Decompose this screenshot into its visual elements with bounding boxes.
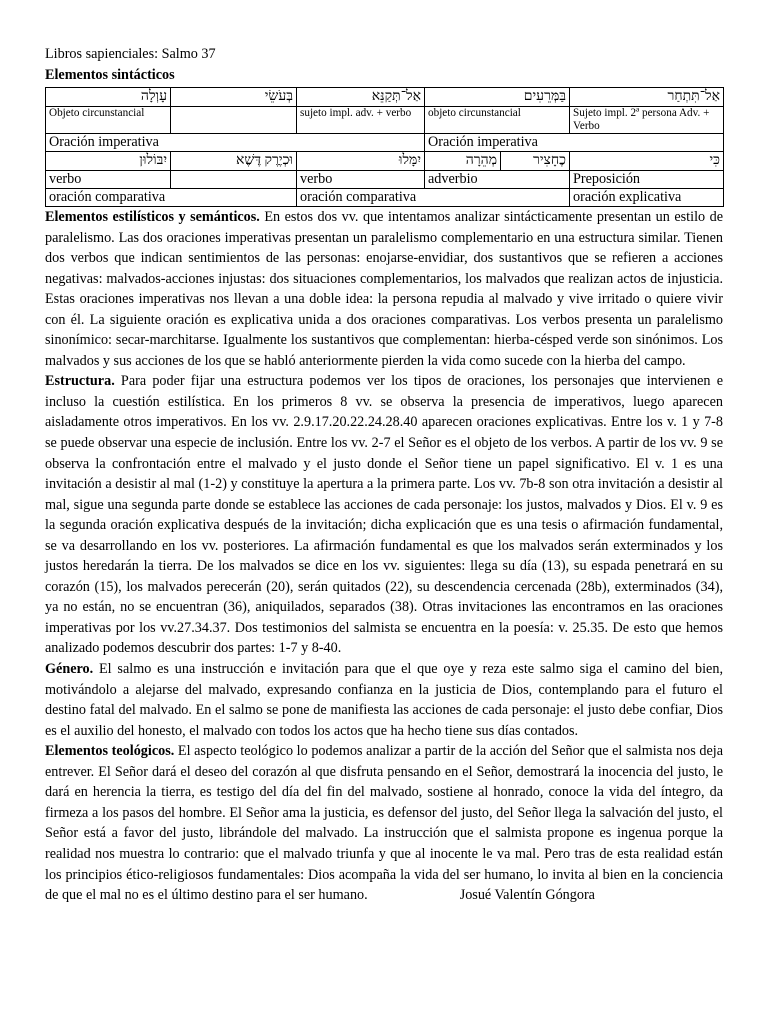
hebrew-cell: יִמָּלוּ — [297, 152, 425, 171]
hebrew-cell: וּכְיֶרֶק דֶּשֶׁא — [171, 152, 297, 171]
table-cell: verbo — [297, 171, 425, 189]
syntax-table — [45, 87, 724, 207]
hebrew-cell: בַּמְּרֵעִים — [425, 88, 570, 107]
hebrew-cell: כִּי — [570, 152, 724, 171]
heading-structure: Estructura. — [45, 373, 115, 390]
author-signature: Josué Valentín Góngora — [459, 887, 595, 904]
table-cell: oración comparativa — [46, 189, 297, 207]
text-genre: El salmo es una instrucción e invitación para que el que oye y reza este salmo siga el camino del bien, motivándolo a alejarse del malvado, expresando confianza en la justicia de Dios, contemplando para el futuro el destino fatal del malvado. En el salmo se pone de manifiesta las acciones de cada personaje: el justo debe confiar, Dios es el auxilio del honesto, el malvado con todos los actos que ha hecho tiene sus días contados. — [45, 661, 723, 739]
table-cell: oración explicativa — [570, 189, 724, 207]
text-stylistic: En estos dos vv. que intentamos analizar sintácticamente presentan un estilo de paralelismo. Las dos oraciones imperativas presentan un paralelismo complementario en una estructura similar. Tienen dos verbos que indican sentimientos de las personas: enojarse-envidiar, dos sustantivos que se refieren a acciones negativas: malvados-acciones injustas: dos situaciones complementarios, los malvados que realizan actos de injusticia. Estas oraciones imperativas nos llevan a una doble idea: la persona repudia al malvado y vive irritado o quiere vivir con él. La siguiente oración es explicativa unida a dos oraciones comparativas. Los verbos presenta un paralelismo sinonímico: secar-marchitarse. Igualmente los sustantivos que complementan: hierba-césped verde son sinónimos. Los malvados y sus acciones de los que se habló anteriormente pierden la vida como sucede con la hierba del campo. — [45, 209, 723, 369]
section-title-syntax: Elementos sintácticos — [45, 67, 175, 83]
paragraph-genre — [45, 659, 723, 741]
table-row — [46, 189, 724, 207]
table-cell — [171, 171, 297, 189]
paragraph-theological — [45, 741, 723, 905]
table-row — [46, 134, 724, 152]
hebrew-cell: מְהֵרָה — [425, 152, 501, 171]
table-row — [46, 171, 724, 189]
hebrew-cell: כֶחָצִיר — [501, 152, 570, 171]
table-cell: Objeto circunstancial — [46, 107, 171, 134]
hebrew-cell: בְּעֹשֵׂי — [171, 88, 297, 107]
text-structure: Para poder fijar una estructura podemos ver los tipos de oraciones, los personajes que intervienen e incluso la cuestión estilística. En los primeros 8 vv. se observa la presencia de imperativos, luego aparecen aisladamente otros imperativos. En los vv. 2.9.17.20.22.24.28.40 aparecen oraciones explicativas. Entre los v. 1 y 7-8 se puede observar una especie de inclusión. Entre los vv. 2-7 el Señor es el objeto de los verbos. A partir de los vv. 9 se observa la confrontación entre el malvado y el justo donde el Señor tiene un papel significativo. El v. 1 es una invitación a desistir al mal (1-2) y constituye la apertura a la primera parte. Los vv. 7b-8 son otra invitación a desistir al mal, sigue una segunda parte donde se establece las acciones de cada personaje: los justos, malvados y Dios. El v. 9 es la segunda oración explicativa después de la invitación; dicha explicación que es una tesis o afirmación fundamental, se va desarrollando en los vv. posteriores. La afirmación fundamental es que los malvados serán exterminados y los justos heredarán la tierra. De los malvados se dice en los vv. siguientes: llega su día (13), su espada penetrará en su corazón (15), los malvados perecerán (20), serán quitados (22), su descendencia cercenada (28b), exterminados (34), ya no están, no se encuentran (36), aniquilados, separados (38). Otras invitaciones las encontramos en las oraciones imperativas por los vv.27.34.37. Dos testimonios del salmista se encuentra en la poesía: v. 25.35. De esto que hemos analizado podemos descubrir dos partes: 1-7 y 8-40. — [45, 373, 723, 657]
table-cell: sujeto impl. adv. + verbo — [297, 107, 425, 134]
document-page — [45, 44, 723, 906]
table-row — [46, 107, 724, 134]
hebrew-cell: אַל־תִּתְחַר — [570, 88, 724, 107]
heading-genre: Género. — [45, 661, 94, 678]
body-text — [45, 207, 723, 906]
text-theological: El aspecto teológico lo podemos analizar a partir de la acción del Señor que el salmista nos deja entrever. El Señor dará el deseo del corazón al que disfruta pensando en el Señor, demostrará la inocencia del justo, le dará en herencia la tierra, es testigo del día del fin del malvado, sostiene al honrado, conoce la vida del íntegro, da firmeza a los pasos del hombre. El Señor ama la justicia, es defensor del justo, del Señor llega la salvación del justo, el Señor está a favor del justo, librándole del malvado. La instrucción que el salmista propone es ingenua porque la realidad nos muestra lo contrario: que el malvado triunfa y que al inocente le va mal. Pero tras de esta realidad están los principios ético-religiosos fundamentales: Dios acompaña la vida del ser humano, lo invita al bien en la conciencia de que el mal no es el último destino para el ser humano. — [45, 743, 723, 904]
table-cell — [171, 107, 297, 134]
table-cell: objeto circunstancial — [425, 107, 570, 134]
table-cell: oración comparativa — [297, 189, 570, 207]
paragraph-structure — [45, 371, 723, 659]
table-cell: Sujeto impl. 2ª persona Adv. + Verbo — [570, 107, 724, 134]
document-title: Libros sapienciales: Salmo 37 — [45, 46, 216, 62]
table-cell: Oración imperativa — [46, 134, 425, 152]
hebrew-cell: יִבּוֹלוּן — [46, 152, 171, 171]
hebrew-cell: עָוְלָה — [46, 88, 171, 107]
hebrew-cell: אַל־תְּקַנֵּא — [297, 88, 425, 107]
table-cell: verbo — [46, 171, 171, 189]
paragraph-stylistic — [45, 207, 723, 371]
table-cell: Preposición — [570, 171, 724, 189]
table-row — [46, 88, 724, 107]
heading-theological: Elementos teológicos. — [45, 743, 175, 760]
table-cell: Oración imperativa — [425, 134, 724, 152]
table-cell: adverbio — [425, 171, 570, 189]
table-row — [46, 152, 724, 171]
heading-stylistic: Elementos estilísticos y semánticos. — [45, 209, 260, 225]
